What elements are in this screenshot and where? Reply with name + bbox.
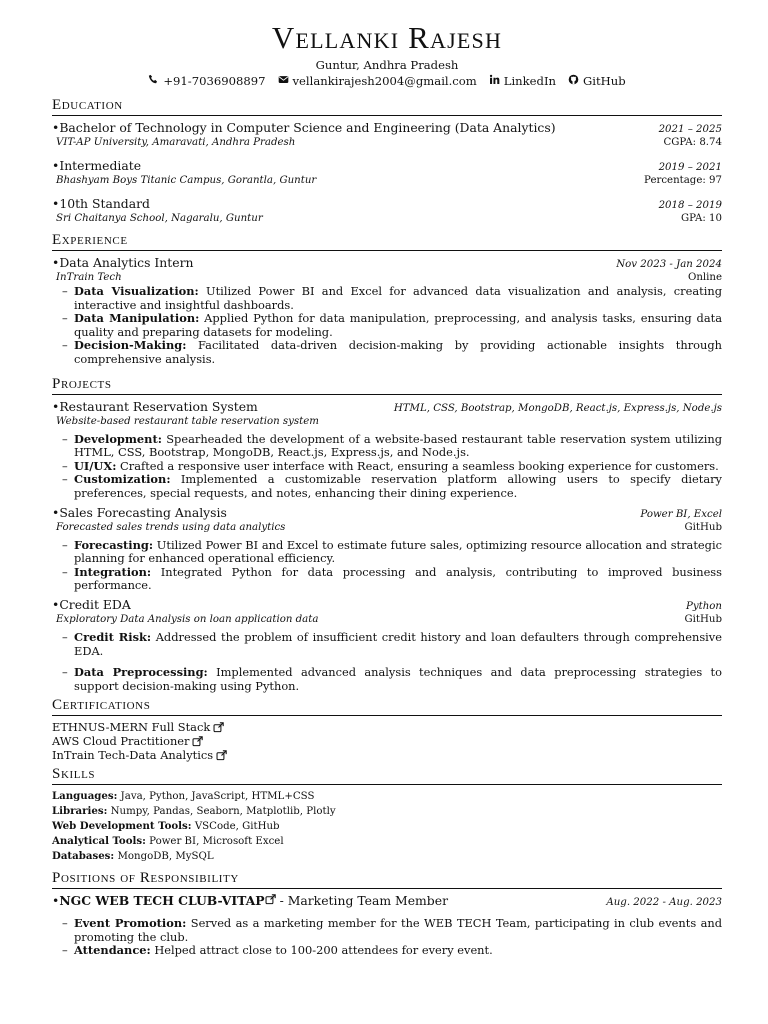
certification-name: InTrain Tech-Data Analytics	[52, 748, 214, 763]
list-item: – Integration: Integrated Python for data processing and analysis, contributing to improved business performance.	[62, 566, 722, 593]
certification-name: ETHNUS-MERN Full Stack	[52, 720, 211, 735]
skills-section	[52, 789, 722, 864]
candidate-location: Guntur, Andhra Pradesh	[315, 58, 459, 72]
positions-section	[52, 893, 722, 958]
list-item: – UI/UX: Crafted a responsive user interface with React, ensuring a seamless booking experience for customers.	[62, 460, 722, 474]
linkedin-label: LinkedIn	[503, 74, 556, 88]
project-name: •Restaurant Reservation System	[52, 398, 258, 414]
linkedin-link[interactable]	[489, 74, 556, 88]
experience-company: InTrain Tech	[56, 272, 122, 283]
education-section	[52, 120, 722, 225]
position-bullets	[62, 917, 722, 958]
list-item: – Customization: Implemented a customizable reservation platform allowing users to specify dietary preferences, special requests, and notes, enhancing their dining experience.	[62, 473, 722, 500]
external-link-icon[interactable]	[216, 750, 227, 761]
education-dates: 2018 – 2019	[658, 200, 722, 211]
skill-databases: Databases: MongoDB, MySQL	[52, 850, 214, 863]
list-item: – Decision-Making: Facilitated data-driven decision-making by providing actionable insights through comprehensive analysis.	[62, 339, 722, 366]
email-contact[interactable]	[278, 74, 477, 88]
list-item: – Data Manipulation: Applied Python for data manipulation, preprocessing, and analysis tasks, ensuring data quality and preparing datasets for modeling.	[62, 312, 722, 339]
project-bullets	[62, 433, 722, 501]
education-dates: 2021 – 2025	[658, 124, 722, 135]
list-item: – Attendance: Helped attract close to 100-200 attendees for every event.	[62, 944, 722, 958]
education-school: Bhashyam Boys Titanic Campus, Gorantla, Guntur	[56, 175, 317, 186]
projects-heading: Projects	[52, 376, 722, 395]
project-name: •Sales Forecasting Analysis	[52, 504, 227, 520]
certifications-section	[52, 720, 722, 762]
education-entry	[52, 158, 722, 187]
certification-item[interactable]	[52, 734, 722, 748]
certification-name: AWS Cloud Practitioner	[52, 734, 190, 749]
list-item: – Forecasting: Utilized Power BI and Excel to estimate future sales, optimizing resource allocation and strategic planning for enhanced operational efficiency.	[62, 539, 722, 566]
skills-heading: Skills	[52, 766, 722, 785]
project-bullets	[62, 539, 722, 593]
education-degree: •10th Standard	[52, 196, 150, 211]
project-tech: Python	[686, 600, 722, 612]
project-name: •Credit EDA	[52, 596, 131, 612]
experience-bullets	[62, 285, 722, 367]
project-entry	[52, 597, 722, 693]
skill-languages: Languages: Java, Python, JavaScript, HTML+CSS	[52, 790, 315, 803]
education-heading: Education	[52, 97, 722, 116]
education-score: CGPA: 8.74	[663, 137, 722, 148]
phone-icon	[148, 74, 159, 88]
resume-header	[52, 18, 722, 88]
list-item: – Event Promotion: Served as a marketing member for the WEB TECH Team, participating in club events and promoting the club.	[62, 917, 722, 944]
skill-web-tools: Web Development Tools: VSCode, GitHub	[52, 820, 280, 833]
envelope-icon	[278, 74, 289, 88]
phone-contact[interactable]	[148, 74, 265, 88]
position-title: •NGC WEB TECH CLUB-VITAP - Marketing Team Member	[52, 893, 448, 909]
education-degree: •Bachelor of Technology in Computer Science and Engineering (Data Analytics)	[52, 120, 556, 135]
linkedin-icon	[489, 74, 500, 88]
education-score: Percentage: 97	[644, 175, 722, 186]
external-link-icon[interactable]	[192, 736, 203, 747]
github-link[interactable]	[568, 74, 626, 88]
list-item: – Data Preprocessing: Implemented advanced analysis techniques and data preprocessing strategies to support decision-making using Python.	[62, 666, 722, 693]
experience-mode: Online	[687, 272, 722, 283]
phone-number: +91-7036908897	[163, 74, 266, 88]
list-item: – Data Visualization: Utilized Power BI and Excel for advanced data visualization and analysis, creating interactive and insightful dashboards.	[62, 285, 722, 312]
project-description: Forecasted sales trends using data analytics	[56, 521, 286, 533]
education-degree: •Intermediate	[52, 158, 142, 173]
certification-item[interactable]	[52, 748, 722, 762]
project-github-link[interactable]: GitHub	[684, 613, 722, 625]
candidate-name: Vellanki Rajesh	[271, 20, 503, 55]
skill-libraries: Libraries: Numpy, Pandas, Seaborn, Matplotlib, Plotly	[52, 805, 336, 818]
project-description: Exploratory Data Analysis on loan application data	[56, 613, 319, 625]
project-github-link[interactable]: GitHub	[684, 521, 722, 533]
contact-bar	[52, 74, 722, 88]
project-tech: Power BI, Excel	[640, 508, 722, 520]
experience-role: •Data Analytics Intern	[52, 255, 194, 270]
project-bullets	[62, 631, 722, 693]
project-description: Website-based restaurant table reservation system	[56, 415, 319, 427]
position-role: - Marketing Team Member	[275, 893, 448, 909]
list-item: – Development: Spearheaded the development of a website-based restaurant table reservation system utilizing HTML, CSS, Bootstrap, MongoDB, React.js, Express.js, and Node.js.	[62, 433, 722, 460]
position-entry	[52, 893, 722, 958]
certification-item[interactable]	[52, 720, 722, 734]
experience-dates: Nov 2023 - Jan 2024	[616, 259, 722, 270]
email-address: vellankirajesh2004@gmail.com	[292, 74, 477, 88]
education-dates: 2019 – 2021	[658, 162, 722, 173]
education-entry	[52, 120, 722, 149]
external-link-icon[interactable]	[265, 893, 276, 904]
position-dates: Aug. 2022 - Aug. 2023	[606, 897, 722, 909]
experience-heading: Experience	[52, 232, 722, 251]
projects-section	[52, 399, 722, 694]
github-icon	[568, 74, 579, 88]
project-tech: HTML, CSS, Bootstrap, MongoDB, React.js, Express.js, Node.js	[393, 402, 722, 414]
project-entry	[52, 399, 722, 501]
positions-heading: Positions of Responsibility	[52, 870, 722, 889]
education-school: VIT-AP University, Amaravati, Andhra Pradesh	[56, 137, 296, 148]
education-score: GPA: 10	[680, 213, 722, 224]
experience-section	[52, 255, 722, 367]
experience-entry	[52, 255, 722, 367]
list-item: – Credit Risk: Addressed the problem of insufficient credit history and loan defaulters through comprehensive EDA.	[62, 631, 722, 658]
education-entry	[52, 196, 722, 225]
project-entry	[52, 505, 722, 593]
education-school: Sri Chaitanya School, Nagaralu, Guntur	[56, 213, 263, 224]
skill-analytical-tools: Analytical Tools: Power BI, Microsoft Excel	[52, 835, 284, 848]
external-link-icon[interactable]	[213, 722, 224, 733]
position-org[interactable]: NGC WEB TECH CLUB-VITAP	[59, 893, 265, 909]
resume	[52, 18, 722, 967]
github-label: GitHub	[583, 74, 626, 88]
certifications-heading: Certifications	[52, 697, 722, 716]
